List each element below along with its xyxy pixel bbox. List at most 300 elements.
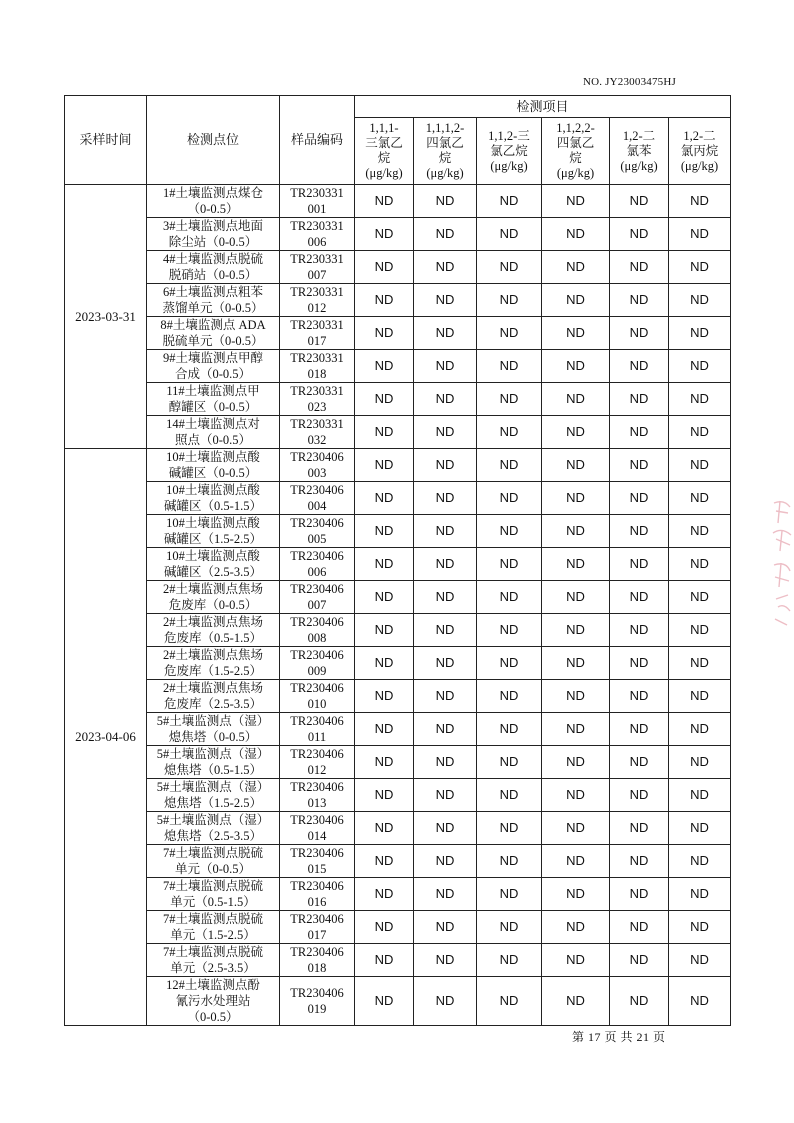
cell-line: 熄焦塔（1.5-2.5） xyxy=(164,796,262,810)
cell-line: 023 xyxy=(307,400,327,414)
result-value-cell: ND xyxy=(355,449,414,482)
cell-line: 007 xyxy=(307,268,327,282)
sample-code-cell xyxy=(280,581,355,614)
result-value-cell: ND xyxy=(610,845,669,878)
result-value-cell: ND xyxy=(477,911,542,944)
cell-line: 10#土壤监测点酸 xyxy=(166,450,260,464)
result-value-cell: ND xyxy=(610,548,669,581)
result-value-cell: ND xyxy=(610,977,669,1026)
cell-line: 001 xyxy=(307,202,327,216)
result-value-cell: ND xyxy=(355,581,414,614)
cell-line: 7#土壤监测点脱硫 xyxy=(162,912,263,926)
cell-line: 008 xyxy=(307,631,327,645)
table-row xyxy=(65,812,731,845)
result-value-cell: ND xyxy=(477,614,542,647)
sampling-date-cell: 2023-03-31 xyxy=(65,185,147,449)
location-cell xyxy=(147,218,280,251)
sample-code-cell xyxy=(280,416,355,449)
result-value-cell: ND xyxy=(610,713,669,746)
cell-line: 熄焦塔（0-0.5） xyxy=(168,730,258,744)
cell-line: TR230331 xyxy=(290,384,344,398)
result-value-cell: ND xyxy=(414,482,477,515)
sample-code-cell xyxy=(280,548,355,581)
cell-line: 017 xyxy=(307,928,327,942)
result-value-cell: ND xyxy=(414,614,477,647)
result-value-cell: ND xyxy=(542,317,610,350)
sample-code-cell xyxy=(280,515,355,548)
result-value-cell: ND xyxy=(542,779,610,812)
seal-stroke xyxy=(773,530,791,551)
location-cell xyxy=(147,944,280,977)
cell-line: 2#土壤监测点焦场 xyxy=(162,582,263,596)
sample-code-cell xyxy=(280,911,355,944)
cell-line: TR230331 xyxy=(290,219,344,233)
result-value-cell: ND xyxy=(414,284,477,317)
result-value-cell: ND xyxy=(610,251,669,284)
location-cell xyxy=(147,416,280,449)
cell-line: 014 xyxy=(307,829,327,843)
result-value-cell: ND xyxy=(542,680,610,713)
header-item-6 xyxy=(669,118,731,185)
seal-stroke xyxy=(774,501,790,523)
result-value-cell: ND xyxy=(669,944,731,977)
cell-line: (μg/kg) xyxy=(620,158,658,173)
result-value-cell: ND xyxy=(542,944,610,977)
result-value-cell: ND xyxy=(414,449,477,482)
cell-line: 016 xyxy=(307,895,327,909)
header-item-3 xyxy=(477,118,542,185)
header-item-5 xyxy=(610,118,669,185)
result-value-cell: ND xyxy=(542,383,610,416)
result-value-cell: ND xyxy=(542,878,610,911)
cell-line: TR230406 xyxy=(290,747,344,761)
table-row xyxy=(65,779,731,812)
result-value-cell: ND xyxy=(355,680,414,713)
header-sample-code: 样品编码 xyxy=(280,96,355,185)
table-row xyxy=(65,548,731,581)
cell-line: TR230406 xyxy=(290,615,344,629)
cell-line: 9#土壤监测点甲醇 xyxy=(162,351,263,365)
location-cell xyxy=(147,284,280,317)
result-value-cell: ND xyxy=(669,845,731,878)
result-value-cell: ND xyxy=(542,911,610,944)
sample-code-cell xyxy=(280,614,355,647)
cell-line: (μg/kg) xyxy=(556,166,595,180)
sample-code-cell xyxy=(280,713,355,746)
result-value-cell: ND xyxy=(477,977,542,1026)
result-value-cell: ND xyxy=(542,284,610,317)
result-value-cell: ND xyxy=(669,251,731,284)
page-footer: 第 17 页 共 21 页 xyxy=(572,1030,666,1044)
cell-line: 氯苯 xyxy=(626,143,652,158)
cell-line: 14#土壤监测点对 xyxy=(166,417,260,431)
table-row xyxy=(65,713,731,746)
table-row xyxy=(65,614,731,647)
result-value-cell: ND xyxy=(542,614,610,647)
header-sampling-time: 采样时间 xyxy=(65,96,147,185)
cell-line: 006 xyxy=(307,235,327,249)
cell-line: 醇罐区（0-0.5） xyxy=(168,400,258,414)
cell-line: 烷 xyxy=(569,151,582,165)
cell-line: 碱罐区（1.5-2.5） xyxy=(164,532,262,546)
cell-line: TR230406 xyxy=(290,813,344,827)
cell-line: （0-0.5） xyxy=(187,202,239,216)
result-value-cell: ND xyxy=(669,416,731,449)
result-value-cell: ND xyxy=(355,779,414,812)
location-cell xyxy=(147,383,280,416)
result-value-cell: ND xyxy=(414,845,477,878)
result-value-cell: ND xyxy=(610,944,669,977)
table-row xyxy=(65,680,731,713)
table-row xyxy=(65,449,731,482)
sample-code-cell xyxy=(280,647,355,680)
result-value-cell: ND xyxy=(355,383,414,416)
cell-line: 除尘站（0-0.5） xyxy=(168,235,258,249)
result-value-cell: ND xyxy=(477,449,542,482)
result-value-cell: ND xyxy=(610,482,669,515)
result-value-cell: ND xyxy=(355,944,414,977)
location-cell xyxy=(147,251,280,284)
seal-stamp xyxy=(770,495,794,630)
location-cell xyxy=(147,779,280,812)
result-value-cell: ND xyxy=(414,680,477,713)
header-item-2 xyxy=(414,118,477,185)
cell-line: 5#土壤监测点（湿） xyxy=(156,813,270,827)
cell-line: 氯丙烷 xyxy=(680,143,719,158)
location-cell xyxy=(147,581,280,614)
result-value-cell: ND xyxy=(414,185,477,218)
cell-line: 1,1,1,2- xyxy=(425,121,465,135)
cell-line: TR230406 xyxy=(290,549,344,563)
cell-line: 照点（0-0.5） xyxy=(174,433,252,447)
cell-line: 013 xyxy=(307,796,327,810)
result-value-cell: ND xyxy=(355,812,414,845)
sample-code-cell xyxy=(280,185,355,218)
table-row xyxy=(65,581,731,614)
table-row xyxy=(65,977,731,1026)
sample-code-cell xyxy=(280,977,355,1026)
cell-line: TR230331 xyxy=(290,417,344,431)
result-value-cell: ND xyxy=(669,284,731,317)
header-location: 检测点位 xyxy=(147,96,280,185)
result-value-cell: ND xyxy=(669,878,731,911)
cell-line: 009 xyxy=(307,664,327,678)
location-cell xyxy=(147,878,280,911)
result-value-cell: ND xyxy=(477,845,542,878)
table-row xyxy=(65,416,731,449)
result-value-cell: ND xyxy=(542,581,610,614)
result-value-cell: ND xyxy=(610,383,669,416)
result-value-cell: ND xyxy=(669,515,731,548)
cell-line: 四氯乙 xyxy=(556,136,595,150)
result-value-cell: ND xyxy=(542,482,610,515)
cell-line: 032 xyxy=(307,433,327,447)
result-value-cell: ND xyxy=(355,878,414,911)
cell-line: TR230406 xyxy=(290,582,344,596)
location-cell xyxy=(147,548,280,581)
sample-code-cell xyxy=(280,812,355,845)
result-value-cell: ND xyxy=(477,185,542,218)
cell-line: 单元（0.5-1.5） xyxy=(170,895,256,909)
result-value-cell: ND xyxy=(355,911,414,944)
table-row xyxy=(65,482,731,515)
cell-line: 1,2-二 xyxy=(622,128,656,143)
sample-code-cell xyxy=(280,845,355,878)
result-value-cell: ND xyxy=(414,515,477,548)
result-value-cell: ND xyxy=(669,317,731,350)
result-value-cell: ND xyxy=(542,647,610,680)
result-value-cell: ND xyxy=(414,944,477,977)
cell-line: 017 xyxy=(307,334,327,348)
table-row xyxy=(65,878,731,911)
cell-line: 10#土壤监测点酸 xyxy=(166,516,260,530)
result-value-cell: ND xyxy=(610,218,669,251)
result-value-cell: ND xyxy=(414,746,477,779)
result-value-cell: ND xyxy=(610,878,669,911)
cell-line: 5#土壤监测点（湿） xyxy=(156,714,270,728)
result-value-cell: ND xyxy=(355,350,414,383)
result-value-cell: ND xyxy=(669,680,731,713)
result-value-cell: ND xyxy=(477,779,542,812)
result-value-cell: ND xyxy=(355,251,414,284)
cell-line: 012 xyxy=(307,763,327,777)
cell-line: TR230406 xyxy=(290,714,344,728)
result-value-cell: ND xyxy=(669,383,731,416)
result-value-cell: ND xyxy=(477,317,542,350)
result-value-cell: ND xyxy=(610,581,669,614)
result-value-cell: ND xyxy=(477,284,542,317)
cell-line: 006 xyxy=(307,565,327,579)
sample-code-cell xyxy=(280,284,355,317)
cell-line: 熄焦塔（2.5-3.5） xyxy=(164,829,262,843)
result-value-cell: ND xyxy=(355,416,414,449)
table-row xyxy=(65,515,731,548)
result-value-cell: ND xyxy=(610,284,669,317)
table-row xyxy=(65,383,731,416)
result-value-cell: ND xyxy=(355,185,414,218)
cell-line: TR230406 xyxy=(290,516,344,530)
cell-line: (μg/kg) xyxy=(426,166,464,180)
cell-line: 烷 xyxy=(438,151,452,165)
result-value-cell: ND xyxy=(669,713,731,746)
cell-line: 12#土壤监测点酚 xyxy=(166,978,260,992)
result-value-cell: ND xyxy=(477,218,542,251)
cell-line: 018 xyxy=(307,367,327,381)
sampling-date-cell: 2023-04-06 xyxy=(65,449,147,1026)
sample-code-cell xyxy=(280,218,355,251)
result-value-cell: ND xyxy=(669,911,731,944)
sample-code-cell xyxy=(280,317,355,350)
cell-line: 019 xyxy=(307,1002,327,1016)
cell-line: 1#土壤监测点煤仓 xyxy=(162,186,263,200)
result-value-cell: ND xyxy=(477,713,542,746)
report-number: NO. JY23003475HJ xyxy=(582,76,676,88)
result-value-cell: ND xyxy=(542,812,610,845)
location-cell xyxy=(147,911,280,944)
location-cell xyxy=(147,515,280,548)
result-value-cell: ND xyxy=(669,614,731,647)
result-value-cell: ND xyxy=(414,218,477,251)
result-value-cell: ND xyxy=(610,911,669,944)
result-value-cell: ND xyxy=(355,482,414,515)
result-value-cell: ND xyxy=(355,845,414,878)
cell-line: 危废库（2.5-3.5） xyxy=(164,697,262,711)
result-value-cell: ND xyxy=(414,251,477,284)
header-item-1 xyxy=(355,118,414,185)
results-table xyxy=(64,95,731,1026)
sample-code-cell xyxy=(280,383,355,416)
result-value-cell: ND xyxy=(414,350,477,383)
result-value-cell: ND xyxy=(669,581,731,614)
result-value-cell: ND xyxy=(542,515,610,548)
cell-line: 氰污水处理站 xyxy=(175,994,251,1008)
result-value-cell: ND xyxy=(610,449,669,482)
cell-line: 碱罐区（0.5-1.5） xyxy=(164,499,262,513)
result-value-cell: ND xyxy=(669,350,731,383)
result-value-cell: ND xyxy=(669,779,731,812)
result-value-cell: ND xyxy=(610,614,669,647)
location-cell xyxy=(147,449,280,482)
result-value-cell: ND xyxy=(610,317,669,350)
cell-line: TR230406 xyxy=(290,879,344,893)
cell-line: 单元（0-0.5） xyxy=(174,862,252,876)
result-value-cell: ND xyxy=(542,746,610,779)
cell-line: 004 xyxy=(307,499,327,513)
result-value-cell: ND xyxy=(355,713,414,746)
cell-line: 脱硝站（0-0.5） xyxy=(168,268,258,282)
cell-line: 018 xyxy=(307,961,327,975)
cell-line: 10#土壤监测点酸 xyxy=(166,549,260,563)
result-value-cell: ND xyxy=(610,185,669,218)
location-cell xyxy=(147,350,280,383)
result-value-cell: ND xyxy=(414,779,477,812)
table-row xyxy=(65,218,731,251)
result-value-cell: ND xyxy=(542,251,610,284)
sample-code-cell xyxy=(280,878,355,911)
cell-line: TR230406 xyxy=(290,483,344,497)
cell-line: 单元（2.5-3.5） xyxy=(170,961,256,975)
cell-line: TR230406 xyxy=(290,780,344,794)
result-value-cell: ND xyxy=(414,317,477,350)
cell-line: 烷 xyxy=(377,151,391,165)
result-value-cell: ND xyxy=(542,350,610,383)
result-value-cell: ND xyxy=(542,977,610,1026)
result-value-cell: ND xyxy=(610,779,669,812)
cell-line: 单元（1.5-2.5） xyxy=(170,928,256,942)
seal-stroke xyxy=(776,595,790,611)
result-value-cell: ND xyxy=(414,581,477,614)
cell-line: 011 xyxy=(307,730,327,744)
result-value-cell: ND xyxy=(414,977,477,1026)
result-value-cell: ND xyxy=(669,185,731,218)
cell-line: TR230406 xyxy=(290,986,344,1000)
result-value-cell: ND xyxy=(355,515,414,548)
result-value-cell: ND xyxy=(355,317,414,350)
location-cell xyxy=(147,812,280,845)
table-row xyxy=(65,845,731,878)
result-value-cell: ND xyxy=(669,977,731,1026)
cell-line: (μg/kg) xyxy=(490,158,528,173)
cell-line: 015 xyxy=(307,862,327,876)
cell-line: 熄焦塔（0.5-1.5） xyxy=(164,763,262,777)
cell-line: TR230331 xyxy=(290,351,344,365)
result-value-cell: ND xyxy=(477,251,542,284)
result-value-cell: ND xyxy=(669,449,731,482)
cell-line: 007 xyxy=(307,598,327,612)
result-value-cell: ND xyxy=(355,284,414,317)
seal-stroke xyxy=(775,619,787,625)
table-row xyxy=(65,647,731,680)
result-value-cell: ND xyxy=(542,185,610,218)
cell-line: 4#土壤监测点脱硫 xyxy=(162,252,263,266)
cell-line: 5#土壤监测点（湿） xyxy=(156,780,270,794)
cell-line: 11#土壤监测点甲 xyxy=(166,384,260,398)
result-value-cell: ND xyxy=(477,812,542,845)
result-value-cell: ND xyxy=(477,680,542,713)
result-value-cell: ND xyxy=(669,482,731,515)
cell-line: TR230406 xyxy=(290,846,344,860)
location-cell xyxy=(147,746,280,779)
cell-line: 合成（0-0.5） xyxy=(174,367,252,381)
result-value-cell: ND xyxy=(542,845,610,878)
table-row xyxy=(65,185,731,218)
result-value-cell: ND xyxy=(355,548,414,581)
cell-line: 7#土壤监测点脱硫 xyxy=(162,945,263,959)
cell-line: TR230406 xyxy=(290,648,344,662)
result-value-cell: ND xyxy=(477,581,542,614)
cell-line: 四氯乙 xyxy=(426,136,464,150)
result-value-cell: ND xyxy=(477,515,542,548)
cell-line: (μg/kg) xyxy=(365,166,403,180)
result-value-cell: ND xyxy=(414,878,477,911)
result-value-cell: ND xyxy=(355,647,414,680)
result-value-cell: ND xyxy=(414,548,477,581)
result-value-cell: ND xyxy=(610,680,669,713)
result-value-cell: ND xyxy=(477,746,542,779)
result-value-cell: ND xyxy=(414,647,477,680)
cell-line: 3#土壤监测点地面 xyxy=(162,219,263,233)
cell-line: 1,1,2,2- xyxy=(556,121,595,135)
result-value-cell: ND xyxy=(669,218,731,251)
table-row xyxy=(65,944,731,977)
result-value-cell: ND xyxy=(610,350,669,383)
sample-code-cell xyxy=(280,350,355,383)
table-row xyxy=(65,284,731,317)
result-value-cell: ND xyxy=(610,515,669,548)
cell-line: 氯乙烷 xyxy=(490,143,528,158)
result-value-cell: ND xyxy=(542,713,610,746)
cell-line: 1,1,2-三 xyxy=(488,128,530,143)
result-value-cell: ND xyxy=(355,977,414,1026)
cell-line: 蒸馏单元（0-0.5） xyxy=(162,301,264,315)
cell-line: 2#土壤监测点焦场 xyxy=(162,615,263,629)
result-value-cell: ND xyxy=(477,350,542,383)
header-test-items: 检测项目 xyxy=(355,96,731,118)
result-value-cell: ND xyxy=(542,218,610,251)
result-value-cell: ND xyxy=(669,746,731,779)
sample-code-cell xyxy=(280,449,355,482)
result-value-cell: ND xyxy=(477,944,542,977)
result-value-cell: ND xyxy=(669,812,731,845)
result-value-cell: ND xyxy=(477,416,542,449)
cell-line: 012 xyxy=(307,301,327,315)
cell-line: 7#土壤监测点脱硫 xyxy=(162,846,263,860)
result-value-cell: ND xyxy=(610,647,669,680)
location-cell xyxy=(147,845,280,878)
sample-code-cell xyxy=(280,944,355,977)
result-value-cell: ND xyxy=(610,416,669,449)
result-value-cell: ND xyxy=(355,746,414,779)
